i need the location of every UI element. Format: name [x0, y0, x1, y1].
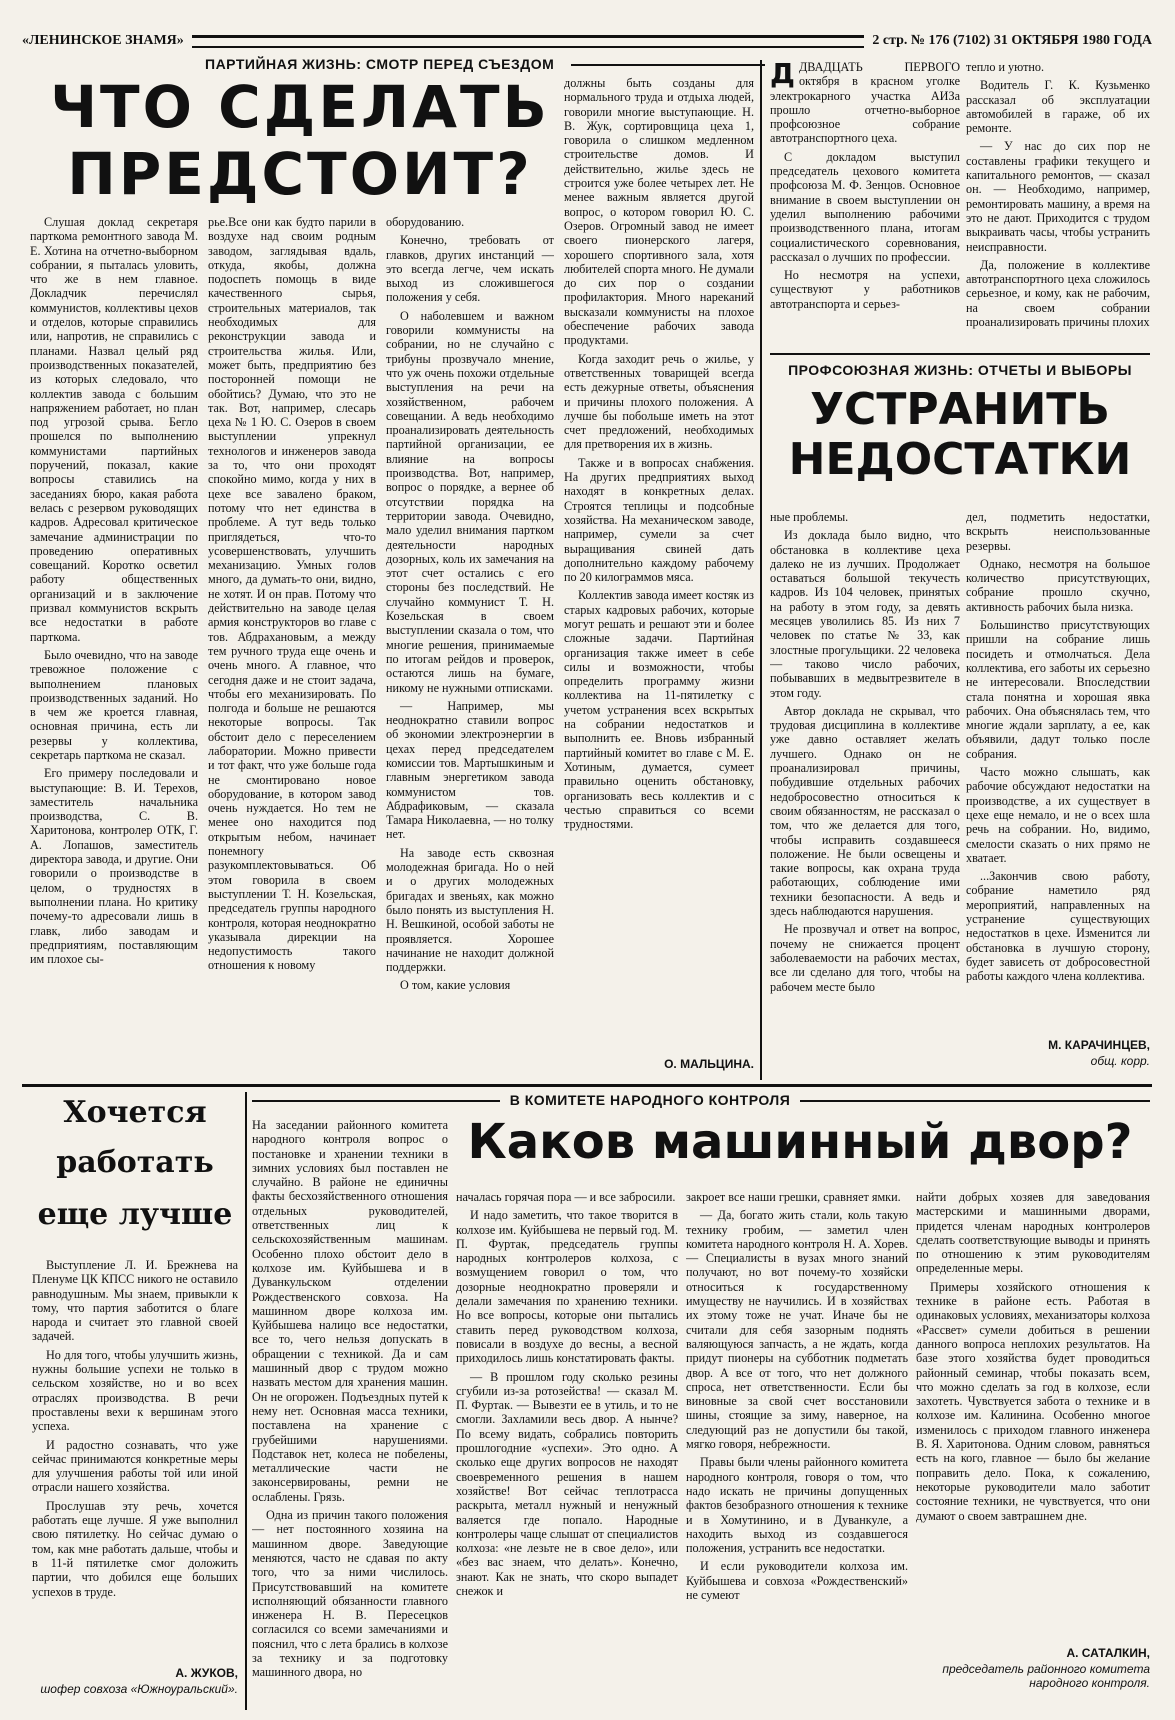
- paragraph: О том, какие условия: [400, 978, 511, 993]
- article1-title-line1: ЧТО СДЕЛАТЬ: [50, 73, 550, 141]
- paragraph: С докладом выступил председатель цехового комитета профсоюза М. Ф. Зенцов. Основное внимание в своем выступлении он уделил выполнению рабочими производственного плана, итогам социалистического соревнования, рассказал о лучших по профессии.: [770, 149, 960, 264]
- article4-title: Каков машинный двор?: [467, 1114, 1133, 1170]
- paragraph: Часто можно слышать, как рабочие обсуждают недостатки на производстве, а их существует в цехе еще немало, и не о всех шла речь на собрании. Но, видимо, смелости сказать о них прямо не хватает.: [966, 765, 1150, 865]
- article2-rubric: ПРОФСОЮЗНАЯ ЖИЗНЬ: ОТЧЕТЫ И ВЫБОРЫ: [788, 362, 1132, 378]
- article1-column-4: [564, 76, 754, 1054]
- article2-column-2: [966, 60, 1150, 350]
- article2-signature: М. КАРАЧИНЦЕВ,: [1048, 1038, 1150, 1052]
- masthead-rule: [192, 35, 865, 48]
- intro-text: ДВАДЦАТЬ ПЕРВОГО октября в красном уголке электрокарного участка АИЗа прошло отчетно-выборное профсоюзное собрание автотранспортного цеха.: [770, 60, 960, 146]
- article1-column-1: [30, 215, 198, 1075]
- paragraph: дел, подметить недостатки, вскрыть неиспользованные резервы.: [966, 510, 1150, 553]
- article2-column-4: [966, 510, 1150, 1030]
- article4-column-4: [916, 1190, 1150, 1642]
- article3-body: [32, 1258, 238, 1664]
- article4-column-1: [252, 1118, 448, 1710]
- masthead: [22, 30, 1152, 52]
- paragraph: На заводе есть сквозная молодежная бригада. Но о ней и о других молодежных бригадах и звеньях, как можно было понять из выступления Н. Н. Вешкиной, особой заботы не проявляется. Хорошее начинание не находит должной поддержки.: [386, 845, 554, 975]
- paragraph: На заседании районного комитета народного контроля вопрос о постановке и хранении техники в зимних условиях был поставлен не случайно. В районе не единичны факты бесхозяйственного отношения отдельных руководителей, ответственных лиц к сельскохозяйственным машинам. Особенно плохо обстоит дело в колхозе им. Куйбышева и в Дуванкульском отделении Рождественского совхоза. На машинном дворе колхоза им. Куйбышева налицо все недостатки, все то, чего нельзя допускать в обращении с техникой. Да и сам машинный двор с трудом можно назвать местом для хранения машин. Он не огорожен. Подъездных путей к нему нет. Основная масса техники, поставлена на хранение с грубейшими нарушениями. Подставок нет, колеса не побелены, металлические части не законсервированы, ремни не ослаблены. Грязь.: [252, 1118, 448, 1504]
- paragraph: найти добрых хозяев для заведования мастерскими и машинными дворами, придется членам народных контролеров сделать соответствующие выводы и принять по отношению к этим руководителям определенные меры.: [916, 1190, 1150, 1276]
- article4-column-2: [456, 1190, 678, 1710]
- paragraph: Да, положение в коллективе автотранспортного цеха сложилось серьезное, и кому, как не рабочим, на своем собрании проанализировать причины плохих: [966, 257, 1150, 330]
- paragraph: Слушая доклад секретаря парткома ремонтного завода М. Е. Хотина на отчетно-выборном собрании, я пыталась уловить, что же в нем главное. Докладчик перечислял коммунистов, коллективы цехов и отделов, которые справились или, напротив, не справились с планами. Назвал целый ряд производственных показателей, из которых следовало, что коллектив завода с большим напряжением работает, но план под угрозой срыва. Бегло прошелся по выполнению коммунистами партийных поручений, показал, какие вопросы ставились на заседаниях бюро, какая работа велась с резервом руководящих кадров. Адресовал критическое замечание администрации по проведению оперативных совещаний. Коротко осветил работу общественных организаций и в заключение призвал коммунистов вскрыть все недостатки в работе парткома.: [30, 215, 198, 644]
- column-divider: [245, 1092, 247, 1710]
- paragraph: Выступление Л. И. Брежнева на Пленуме ЦК КПСС никого не оставило равнодушным. Мы знаем, привыкли к тому, что партия заботится о благе народа и считает это главной своей задачей.: [32, 1258, 238, 1344]
- article3-title-line2: работать: [56, 1145, 214, 1180]
- article3-signature-role: шофер совхоза «Южноуральский».: [40, 1682, 238, 1696]
- paragraph: И если руководители колхоза им. Куйбышева и совхоза «Рождественский» не сумеют: [686, 1559, 908, 1603]
- paragraph: Было очевидно, что на заводе тревожное положение с выполнением плановых производственных заданий. Но в чем же кроется главная, основная причина, есть ли резервы у коллектива, секретарь парткома не сказал.: [30, 647, 198, 762]
- paragraph: рье.Все они как будто парили в воздухе над своим родным заводом, заглядывая вдаль, откуда, якобы, должна подоспеть помощь в виде качественного сырья, строительных материалов, так необходимых для реконструкции завода и строительства жилья. Или, может быть, предприятию без посторонней помощи не обойтись? Думаю, что это не так. Вот, например, слесарь цеха № 1 Ю. С. Озеров в своем выступлении упрекнул технологов и инженеров завода за то, что они проходят спокойно мимо, когда у них в цехе все завалено браком, потому что нет единства в проблеме. А тут ведь только приглядеться, что-то усовершенствовать, улучшить механизацию. Умных голов много, да думать-то они, видно, не хотят. И он прав. Потому что действительно на заводе целая армия конструкторов во главе с тов. Абдрахановым, а между тем ручного труда еще очень и очень много. А главное, что сегодня даже и не стоит задача, чтобы его механизировать. По полгода и больше не решаются некоторые вопросы. Так обстоит дело с переселением лаборатории. Можно привести и тот факт, что уже больше года не смонтировано новое оборудование, в котором завод очень нуждается. Но тем не менее оно находится под открытым небом, начинает понемногу разукомплектовываться. Об этом говорила в своем выступлении Т. Н. Козельская, председатель группы народного контроля, которая неоднократно указывала дирекции на недопустимость такого отношения к новому: [208, 215, 376, 973]
- column-divider: [760, 60, 762, 1080]
- article2-title-line1: УСТРАНИТЬ: [810, 384, 1110, 435]
- paragraph: Не прозвучал и ответ на вопрос, почему не снижается процент заболеваемости на рабочих местах, все ли сделано для того, чтобы на рабочем месте было: [770, 922, 960, 994]
- paragraph: Прослушав эту речь, хочется работать еще лучше. Я уже выполнил свою пятилетку. Но сейчас думаю о том, как мне работать дальше, чтобы и в 11-й пятилетке смог доложить партии, что добился еще больших успехов в труде.: [32, 1498, 238, 1599]
- article4-signature: А. САТАЛКИН,: [1066, 1646, 1150, 1660]
- paragraph: ные проблемы.: [770, 510, 849, 524]
- section-rule: [770, 353, 1150, 355]
- article1-rubric: ПАРТИЙНАЯ ЖИЗНЬ: СМОТР ПЕРЕД СЪЕЗДОМ: [205, 56, 571, 72]
- article3-signature: А. ЖУКОВ,: [175, 1666, 238, 1680]
- paragraph: Коллектив завода имеет костяк из старых кадровых рабочих, которые могут решать и решают эти и более сложные задачи. Партийная организация также имеет в себе силы и возможности, чтобы определить программу жизни коллектива на 11-пятилетку с учетом устранения всех вскрытых на собрании недостатков и выполнить ее. Вновь избранный партийный комитет во главе с М. Е. Хотиным, думается, сумеет правильно оценить обстановку, организовать весь коллектив и с честью справиться со всеми трудностями.: [564, 588, 754, 832]
- article4-rubric: В КОМИТЕТЕ НАРОДНОГО КОНТРОЛЯ: [500, 1092, 800, 1108]
- article1-column-3: [386, 215, 554, 1075]
- article1-column-2: [208, 215, 376, 1075]
- article2-column-3: [770, 510, 960, 1080]
- paragraph: Автор доклада не скрывал, что трудовая дисциплина в коллективе уже давно оставляет желать лучшего. Однако он не проанализировал причины, побудившие отдельных рабочих недобросовестно относиться к своим обязанностям, не рассказал о том, что же делается для того, чтобы исправить создавшееся положение. Не были освещены и такие вопросы, как охрана труда работающих, соблюдение ими техники безопасности. А ведь и здесь наблюдаются нарушения.: [770, 703, 960, 919]
- paragraph: Правы были члены районного комитета народного контроля, говоря о том, что надо искать не причины допущенных фактов безобразного отношения к технике и в Хомутинино, и в Дуванкуле, а находить выход из создавшегося положения, устранить все недостатки.: [686, 1455, 908, 1556]
- issue-info: 2 стр. № 176 (7102) 31 ОКТЯБРЯ 1980 ГОДА: [872, 33, 1152, 48]
- paragraph: Одна из причин такого положения — нет постоянного хозяина на машинном дворе. Заведующие меняются, часто не сдавая по акту того, что за ними числилось. Присутствовавший на комитете исполняющий обязанности главного инженера Н. В. Пересецков согласился со всеми замечаниями и пояснил, что с лета брались в колхозе за технику и за подготовку машинного двора, но: [252, 1508, 448, 1680]
- paragraph: Когда заходит речь о жилье, у ответственных товарищей всегда есть дежурные ответы, объяснения и причины плохого положения. А лучше бы побольше иметь на этот счет предложений, необходимых для претворения их в жизнь.: [564, 351, 754, 452]
- article4-column-3: [686, 1190, 908, 1710]
- paragraph: — В прошлом году сколько резины сгубили из-за ротозейства! — сказал М. П. Фуртак. — Вывезти ее в утиль, и то не смогли. Захламили весь двор. А нынче? По всему видать, собрались повторить прошлогодние «успехи». Это одно. А сколько еще других вопросов не находят своевременного решения в нашем хозяйстве! Вот сейчас теплотрасса раскрыта, металл нужный и ненужный валяется где попало. Народные контролеры чаще слышат от специалистов колхоза: «не лезьте не в свое дело», или «без вас знаем, что делать». Конечно, знают. Как не знать, что скоро выпадет снежок и: [456, 1369, 678, 1599]
- paragraph: ...Закончив свою работу, собрание наметило ряд мероприятий, направленных на устранение существующих недостатков в цехе. Изменится ли обстановка в лучшую сторону, будет зависеть от добросовестной работы каждого члена коллектива.: [966, 869, 1150, 984]
- article2-column-1: [770, 60, 960, 350]
- paragraph: закроет все наши грешки, сравняет ямки.: [686, 1190, 901, 1204]
- article4-signature-role: председатель районного комитета народного контроля.: [942, 1662, 1150, 1690]
- drop-cap: Д: [770, 60, 795, 90]
- paragraph: О наболевшем и важном говорили коммунисты на собрании, но не случайно с трибуны прозвучало мнение, что уж очень похожи отдельные выступления на речи на хозяйственном, рабочем совещании. А ведь необходимо проанализировать деятельность партийной организации, ее влияние на вопросы производства. Вот, например, вопрос о порядке, а вернее об отсутствии порядка на территории завода. Очевидно, мало уделил внимания партком деятельности народных дозорных, коль их замечания на этот счет остались с его стороны без последствий. Не случайно коммунист Т. Н. Козельская в своем выступлении сказала о том, что многие решения, принимаемые по итогам рейдов и проверок, остаются лишь на бумаге, никому не нужными отписками.: [386, 308, 554, 695]
- paragraph: И радостно сознавать, что уже сейчас принимаются конкретные меры для улучшения работы той или иной отрасли нашего хозяйства.: [32, 1437, 238, 1495]
- paragraph: Но для того, чтобы улучшить жизнь, нужны большие успехи не только в сельском хозяйстве, но и во всех отраслях производства. В речи проставлены вехи к вершинам этого успеха.: [32, 1347, 238, 1434]
- paragraph: — У нас до сих пор не составлены графики текущего и капитального ремонтов, — сказал он. — Необходимо, например, ремонтировать машину, а время на это не дают. Приходится с трудом выкраивать часы, чтобы устранить неисправности.: [966, 139, 1150, 254]
- article1-title-line2: ПРЕДСТОИТ?: [67, 140, 533, 208]
- article3-title-line1: Хочется: [63, 1095, 207, 1130]
- paragraph: Также и в вопросах снабжения. На других предприятиях выход находят в конкретных делах. Строятся теплицы и подсобные хозяйства. На механическом заводе, например, сумели за счет выращивания свиней дать дополнительно каждому рабочему по 20 килограммов мяса.: [564, 455, 754, 585]
- paragraph: Но несмотря на успехи, существуют у работников автотранспорта и серьез-: [770, 268, 960, 311]
- paragraph: Примеры хозяйского отношения к технике в районе есть. Работая в одинаковых условиях, механизаторы колхоза «Рассвет» сумели добиться в решении данного вопроса неплохих результатов. На базе этого хозяйства будет проводиться районный семинар, чтобы показать всем, что можно сделать за год в колхозе, если захотеть. Чувствуется забота о технике и в колхозе им. Калинина. Особенно многое изменилось с приходом главного инженера В. Я. Харитонова. Одним словом, равняться есть на кого, главное — было бы желание поправить дело. Пока, к сожалению, некоторые руководители мало заботит состояние техники, не чувствуется, что они думают о своем завтрашнем дне.: [916, 1279, 1150, 1523]
- page-divider: [22, 1084, 1152, 1087]
- paragraph: Конечно, требовать от главков, других инстанций — это всегда легче, чем искать выход из сложившегося положения у себя.: [386, 233, 554, 305]
- article2-intro: [770, 60, 960, 146]
- paper-name: «ЛЕНИНСКОЕ ЗНАМЯ»: [22, 33, 184, 48]
- article3-title-line3: еще лучше: [37, 1197, 233, 1232]
- paragraph: — Например, мы неоднократно ставили вопрос об экономии электроэнергии в цехах перед председателем комиссии тов. Мартышкиным и главным энергетиком завода коммунистом тов. Абдрафиковым, — сказала Тамара Николаевна, — но толку нет.: [386, 698, 554, 842]
- paragraph: Его примеру последовали и выступающие: В. И. Терехов, заместитель начальника производства, С. В. Харитонова, контролер ОТК, Г. А. Лопашов, заместитель директора завода, и другие. Они говорили о производстве в целом, о трудностях в выполнении плана. Но критику почему-то адресовали лишь в главк, либо заводам и предприятиям, поставляющим им плохое сы-: [30, 766, 198, 967]
- paragraph: Большинство присутствующих пришли на собрание лишь посидеть и отмолчаться. Дела коллектива, его заботы их серьезно не интересовали. Впоследствии стала понятна и хорошая явка рабочих. Она объяснялась тем, что многие ждали зарплату, а ее, как объявили, дадут только после собрания.: [966, 618, 1150, 761]
- paragraph: — Да, богато жить стали, коль такую технику гробим, — заметил член комитета народного контроля Н. А. Хорев. — Специалисты в вузах много знаний получают, но вот почему-то хозяйски относиться к государственному имуществу не научились. И в хозяйствах их этому тоже не учат. Иначе бы не считали для себя зазорным поднять валяющуюся запчасть, а не ждать, когда придут пионеры на субботник подметать двор. А все от того, что нет должного спроса, нет ответственности. Если бы виновные за свой счет восстановили шины, стоящие за зиму, наверное, на следующий раз не допустили бы такой, мягко говоря, небрежности.: [686, 1208, 908, 1452]
- article2-signature-role: общ. корр.: [1090, 1054, 1150, 1068]
- paragraph: началась горячая пора — и все забросили.: [456, 1190, 676, 1204]
- paragraph: должны быть созданы для нормального труда и отдыха людей, говорили многие выступающие. Н. В. Жук, сортировщица цеха 1, говорила о слишком медленном строительстве домов. И действительно, жилье здесь не строится уже более четырех лет. Не менее важным является другой вопрос, о котором говорил Ю. С. Озеров. Огромный завод не имеет своего пионерского лагеря, хорошего спортивного зала, хотя любителей спорта много. Не думали до сих пор о создании профилактория. Много нареканий высказали коммунисты на плохое обеспечение рабочих завода продуктами.: [564, 76, 754, 348]
- article2-title-line2: НЕДОСТАТКИ: [788, 434, 1132, 485]
- paragraph: Из доклада было видно, что обстановка в коллективе цеха далеко не из лучших. Продолжает оставаться большой текучесть кадров. Из 104 человек, принятых на работу в этом году, за девять месяцев уволились 85. Из них 7 человек по статье № 33, как злостные прогульщики. 22 человека — таково число рабочих, побывавших в медвытрезвителе в этом году.: [770, 528, 960, 700]
- paragraph: И надо заметить, что такое творится в колхозе им. Куйбышева не первый год. М. П. Фуртак, председатель группы народных контролеров колхоза, с возмущением говорил о том, что дозорные неоднократно проверяли и делали замечания по хранению техники. Но все вопросы, которые они пытались ставить перед руководством колхоза, повисали в воздухе до весны, а весной приходилось лишь констатировать факты.: [456, 1208, 678, 1366]
- paragraph: Однако, несмотря на большое количество присутствующих, собрание прошло скучно, активность рабочих была низка.: [966, 556, 1150, 614]
- paragraph: оборудованию.: [386, 215, 465, 229]
- article1-signature: О. МАЛЬЦИНА.: [664, 1057, 754, 1071]
- paragraph: Водитель Г. К. Кузьменко рассказал об эксплуатации автомобилей в гараже, об их ремонте.: [966, 78, 1150, 136]
- paragraph: тепло и уютно.: [966, 60, 1045, 74]
